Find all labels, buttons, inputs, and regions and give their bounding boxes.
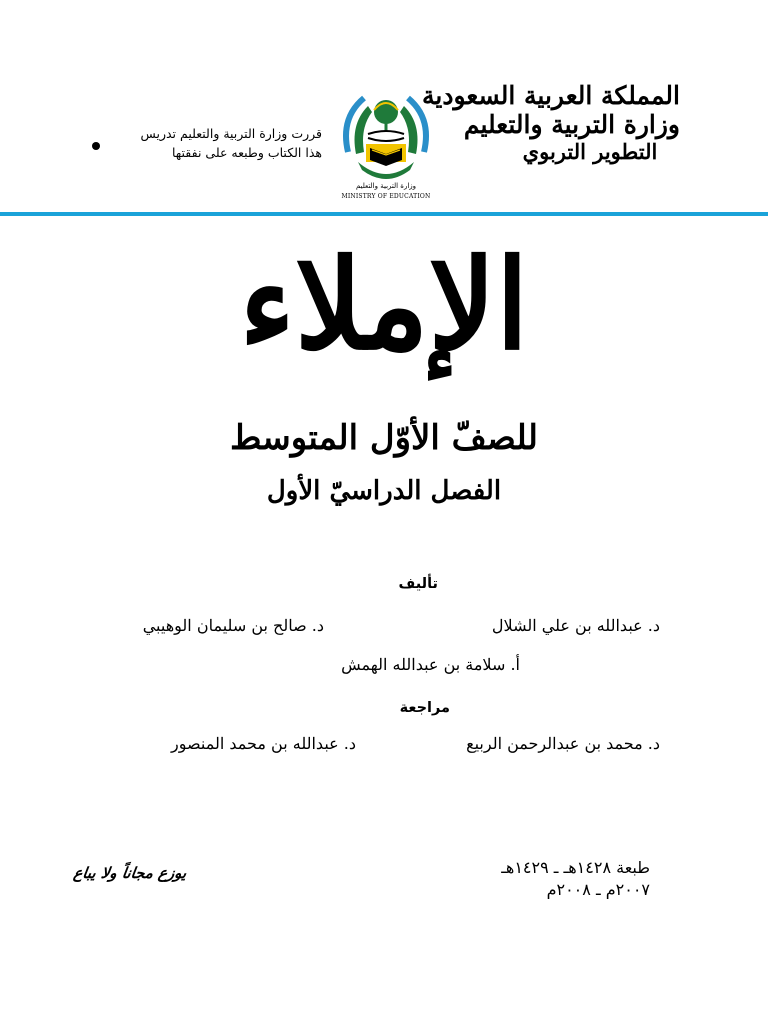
bullet-icon [92,142,100,150]
author-name: د. صالح بن سليمان الوهيبي [142,616,324,635]
ministry-emblem-icon [334,88,438,188]
book-title: الإملاء [239,231,529,378]
reviewer-name: د. محمد بن عبدالرحمن الربيع [466,734,660,753]
header-divider [0,212,768,216]
ministry-name: وزارة التربية والتعليم [463,109,680,139]
approval-note [92,124,322,163]
semester: الفصل الدراسيّ الأول [266,476,502,506]
header-calligraphy [421,81,680,164]
free-distribution-note: يوزع مجاناً ولا يباع [72,864,188,882]
authors-label: تأليف [398,576,438,592]
author-name: د. عبدالله بن علي الشلال [491,616,660,635]
department-name: التطوير التربوي [522,138,658,164]
edition-hijri: طبعة ١٤٢٨هـ ـ ١٤٢٩هـ [501,858,650,877]
edition-gregorian: ٢٠٠٧م ـ ٢٠٠٨م [546,880,650,899]
logo-caption-english: MINISTRY OF EDUCATION [341,193,431,200]
grade-level: للصفّ الأوّل المتوسط [230,418,538,458]
author-name: أ. سلامة بن عبدالله الهمش [341,655,520,674]
reviewer-name: د. عبدالله بن محمد المنصور [171,734,356,753]
logo-caption-arabic: وزارة التربية والتعليم [355,182,417,190]
reviewers-label: مراجعة [399,700,450,716]
kingdom-name: المملكة العربية السعودية [421,81,680,110]
approval-line: هذا الكتاب وطبعه على نفقتها [171,145,322,161]
approval-line: قررت وزارة التربية والتعليم تدريس [140,126,322,141]
